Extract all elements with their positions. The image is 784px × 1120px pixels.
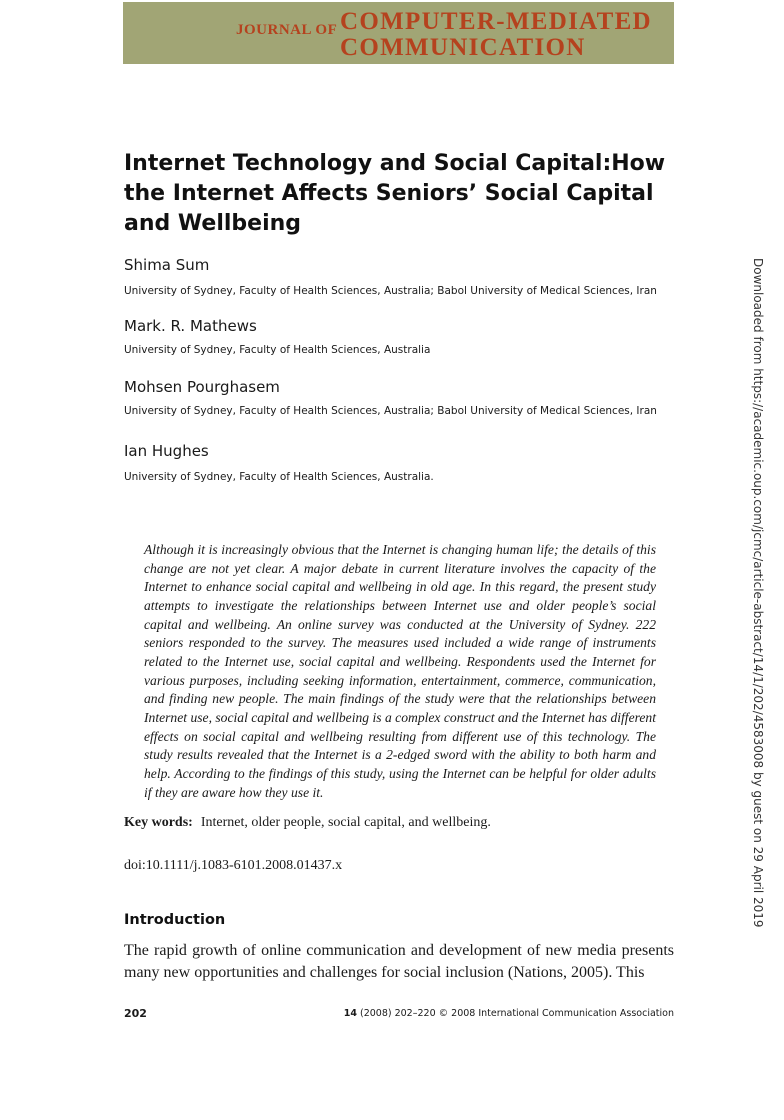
footer-citation <box>344 1008 674 1019</box>
journal-prefix: JOURNAL OF <box>236 22 338 38</box>
author-name: Ian Hughes <box>124 442 209 460</box>
footer-citation-text: (2008) 202–220 © 2008 International Communication Association <box>359 1008 674 1019</box>
journal-banner <box>123 2 674 64</box>
author-affiliation: University of Sydney, Faculty of Health Sciences, Australia. <box>124 471 434 483</box>
footer-volume: 14 <box>343 1008 357 1019</box>
journal-name-line1: COMPUTER-MEDIATED <box>340 8 652 35</box>
abstract: Although it is increasingly obvious that the Internet is changing human life; the details of this change are not yet clear. A major debate in current literature involves the capacity of the Internet to enhance social capital and wellbeing in old age. In this regard, the present study attempts to investigate the relationships between Internet use and older people’s social capital and wellbeing. An online survey was conducted at the University of Sydney. 222 seniors responded to the survey. The measures used included a wide range of instruments related to the Internet use, social capital and wellbeing. Respondents used the Internet for various purposes, including seeking information, entertainment, commerce, communication, and finding new people. The main findings of the study were that the relationships between Internet use, social capital and wellbeing is a complex construct and the Internet has different effects on social capital and wellbeing resulting from different use of this technology. The study results revealed that the Internet is a 2-edged sword with the ability to both harm and help. According to the findings of this study, using the Internet can be helpful for older adults if they are aware how they use it. <box>144 542 656 800</box>
keywords <box>124 815 491 831</box>
intro-paragraph: The rapid growth of online communication and development of new media presents many new opportunities and challenges for social inclusion (Nations, 2005). This <box>124 942 674 981</box>
author-affiliation: University of Sydney, Faculty of Health Sciences, Australia; Babol University of Medical Sciences, Iran <box>124 285 657 297</box>
section-heading-introduction: Introduction <box>124 912 226 928</box>
download-watermark: Downloaded from https://academic.oup.com/jcmc/article-abstract/14/1/202/4583008 by guest on 29 April 2019 <box>751 258 765 928</box>
keywords-label: Key words: <box>124 815 193 830</box>
doi-link[interactable]: doi:10.1111/j.1083-6101.2008.01437.x <box>124 858 343 873</box>
author-name: Mohsen Pourghasem <box>124 378 280 396</box>
author-name: Shima Sum <box>124 256 210 274</box>
page-number: 202 <box>124 1007 147 1020</box>
keywords-text: Internet, older people, social capital, and wellbeing. <box>200 815 491 830</box>
article-title: Internet Technology and Social Capital:How the Internet Affects Seniors’ Social Capital and Wellbeing <box>124 151 666 236</box>
author-name: Mark. R. Mathews <box>124 317 257 335</box>
journal-name-line2: COMMUNICATION <box>340 34 586 61</box>
author-affiliation: University of Sydney, Faculty of Health Sciences, Australia; Babol University of Medical Sciences, Iran <box>124 405 657 417</box>
author-affiliation: University of Sydney, Faculty of Health Sciences, Australia <box>124 344 431 356</box>
